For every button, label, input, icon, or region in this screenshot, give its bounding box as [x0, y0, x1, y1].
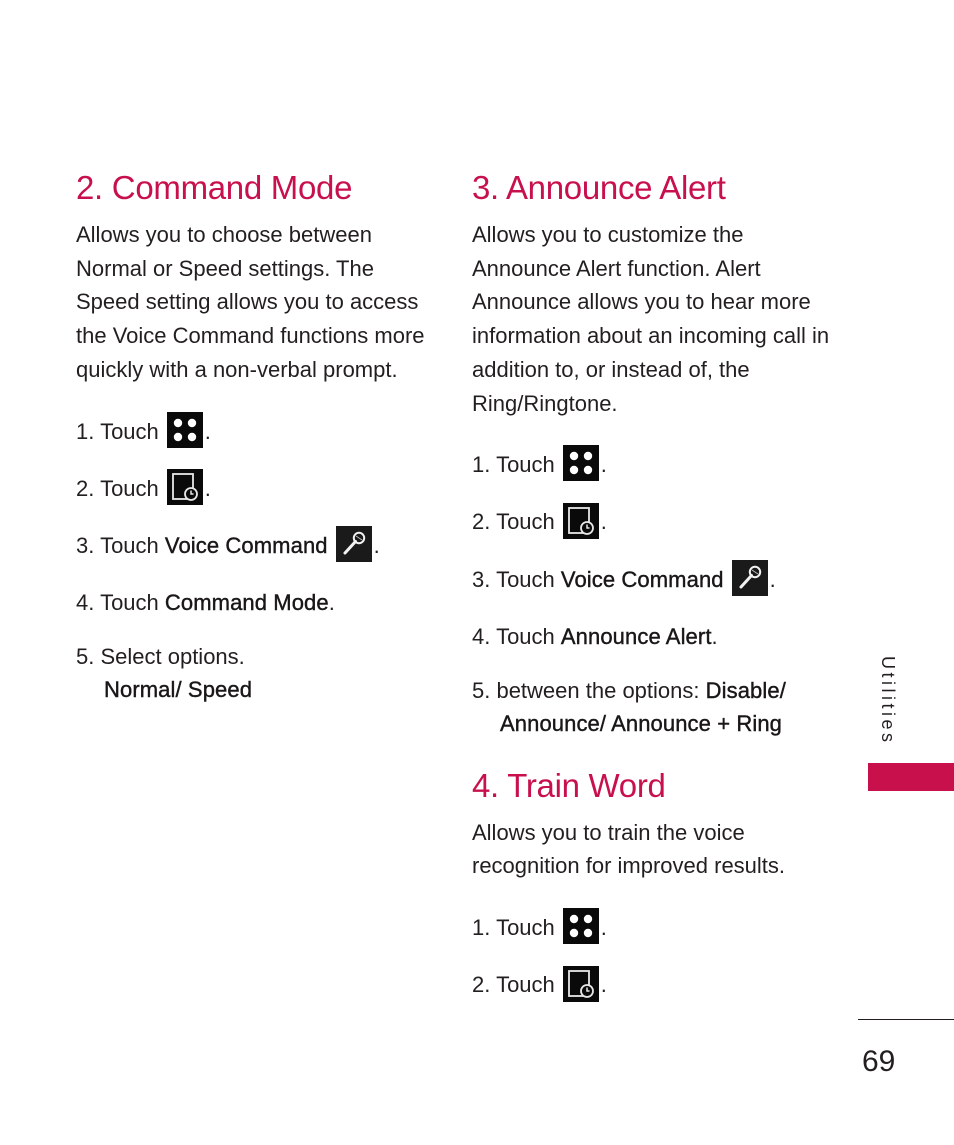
- voice-command-label: Voice Command: [560, 566, 724, 592]
- step-1: 1. Touch .: [472, 911, 842, 947]
- menu-grid-icon: [167, 412, 203, 448]
- section-title: 2. Command Mode: [76, 169, 353, 206]
- announce-alert-label: Announce Alert: [560, 623, 712, 649]
- step-5: 5. between the options: Disable/ Announce/ Announce + Ring: [472, 677, 786, 736]
- section-description: Allows you to customize the Announce Alert function. Alert Announce allows you to hear more information about an incoming call in addition to, or instead of, the Ring/Ringtone.: [472, 222, 830, 416]
- step-2: 2. Touch .: [472, 968, 842, 1004]
- command-mode-section: [76, 166, 426, 706]
- train-word-section: [472, 764, 842, 1005]
- step-1: 1. Touch .: [472, 448, 842, 484]
- step-2: 2. Touch .: [76, 472, 426, 508]
- step-3: 3. Touch Voice Command .: [472, 563, 842, 599]
- disable-option-label: Disable/: [705, 677, 786, 703]
- menu-grid-icon: [563, 908, 599, 944]
- step-5: 5. Select options. Normal/ Speed: [76, 644, 253, 703]
- section-description: Allows you to train the voice recognition for improved results.: [472, 819, 786, 879]
- announce-options-label: Announce/ Announce + Ring: [500, 710, 783, 736]
- side-tab-marker: [868, 763, 954, 791]
- step-4: 4. Touch Announce Alert.: [472, 623, 718, 649]
- step-3: 3. Touch Voice Command .: [76, 529, 426, 565]
- tools-clock-icon: [563, 503, 599, 539]
- page-number: 69: [862, 1045, 896, 1078]
- command-mode-label: Command Mode: [164, 590, 329, 616]
- options-label: Normal/ Speed: [104, 677, 253, 703]
- menu-grid-icon: [563, 445, 599, 481]
- section-title: 3. Announce Alert: [472, 169, 726, 206]
- step-2: 2. Touch .: [472, 505, 842, 541]
- microphone-icon: [336, 526, 372, 562]
- tools-clock-icon: [563, 966, 599, 1002]
- step-1: 1. Touch .: [76, 415, 426, 451]
- step-4: 4. Touch Command Mode.: [76, 590, 335, 616]
- section-title: 4. Train Word: [472, 766, 666, 804]
- tools-clock-icon: [167, 469, 203, 505]
- footer-rule: [858, 1019, 954, 1020]
- section-description: Allows you to choose between Normal or Speed settings. The Speed setting allows you to access the Voice Command functions more quickly with a non-verbal prompt.: [76, 222, 425, 382]
- voice-command-label: Voice Command: [164, 532, 328, 558]
- side-tab-label: Utilities: [878, 656, 898, 746]
- announce-alert-section: [472, 166, 842, 1005]
- microphone-icon: [732, 560, 768, 596]
